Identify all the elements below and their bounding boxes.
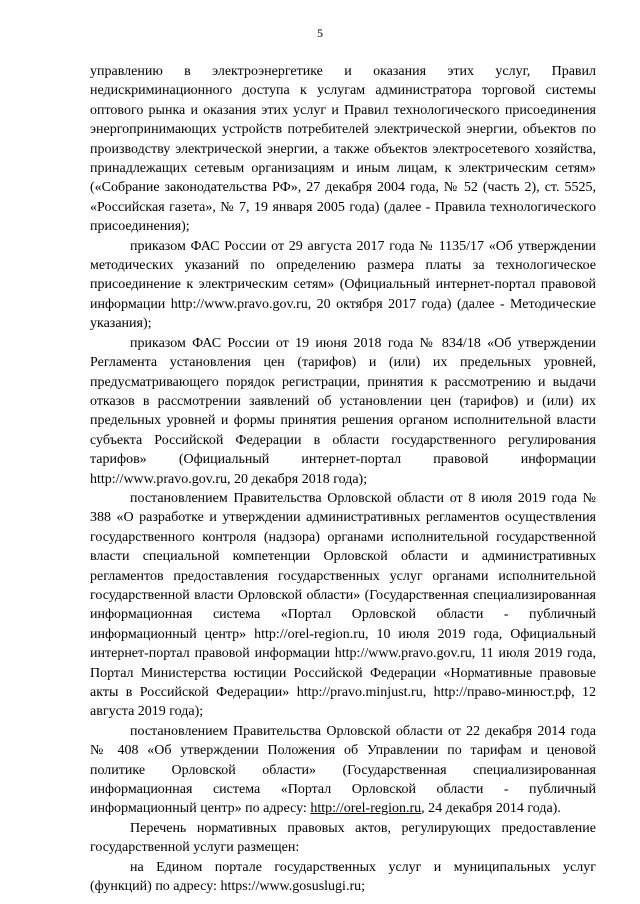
paragraph-5-tail: , 24 декабря 2014 года).: [421, 801, 561, 817]
page-number: 5: [317, 26, 323, 40]
orel-region-link[interactable]: http://orel-region.ru: [310, 801, 422, 817]
paragraph-5-text: постановлением Правительства Орловской области от 22 декабря 2014 года № 408 «Об утверждении Положения об Управлении по тарифам и ценовой политике Орловской области» (Государственная специализированная информационная система «Портал Орловской области - публичный информационный центр» по адресу:: [90, 723, 596, 817]
paragraph-1: управлению в электроэнергетике и оказания этих услуг, Правил недискриминационного доступа к услугам администратора торговой системы оптового рынка и оказания этих услуг и Правил технологического присоединения энергопринимающих устройств потребителей электрической энергии, объектов по производству электрической энергии, а также объектов электросетевого хозяйства, принадлежащих сетевым организациям и иным лицам, к электрическим сетям» («Собрание законодательства РФ», 27 декабря 2004 года, № 52 (часть 2), ст. 5525, «Российская газета», № 7, 19 января 2005 года) (далее - Правила технологического присоединения);: [90, 64, 596, 235]
document-body: [90, 62, 596, 896]
paragraph-2: приказом ФАС России от 29 августа 2017 года № 1135/17 «Об утверждении методических указаний по определению размера платы за технологическое присоединение к электрическим сетям» (Официальный интернет-портал правовой информации http://www.pravo.gov.ru, 20 октября 2017 года) (далее - Методические указания);: [90, 238, 596, 332]
paragraph-5: [90, 722, 596, 819]
paragraph-3: приказом ФАС России от 19 июня 2018 года № 834/18 «Об утверждении Регламента установления цен (тарифов) и (или) их предельных уровней, предусматривающего порядок регистрации, принятия к рассмотрению и выдачи отказов в рассмотрении заявлений об установлении цен (тарифов) и (или) их предельных уровней и формы принятия решения органом исполнительной власти субъекта Российской Федерации в области государственного регулирования тарифов» (Официальный интернет-портал правовой информации http://www.pravo.gov.ru, 20 декабря 2018 года);: [90, 335, 596, 487]
paragraph-6: Перечень нормативных правовых актов, регулирующих предоставление государственной услуги размещен:: [90, 820, 596, 856]
paragraph-7: на Едином портале государственных услуг и муниципальных услуг (функций) по адресу: https://www.gosuslugi.ru;: [90, 859, 596, 895]
paragraph-4: постановлением Правительства Орловской области от 8 июля 2019 года № 388 «О разработке и утверждении административных регламентов осуществления государственного контроля (надзора) органами исполнительной государственной власти специальной компетенции Орловской области и административных регламентов предоставления государственных услуг органами исполнительной государственной власти Орловской области» (Государственная специализированная информационная система «Портал Орловской области - публичный информационный центр» http://orel-region.ru, 10 июля 2019 года, Официальный интернет-портал правовой информации http://www.pravo.gov.ru, 11 июля 2019 года, Портал Министерства юстиции Российской Федерации «Нормативные правовые акты в Российской Федерации» http://pravo.minjust.ru, http://право-минюст.рф, 12 августа 2019 года);: [90, 490, 596, 720]
